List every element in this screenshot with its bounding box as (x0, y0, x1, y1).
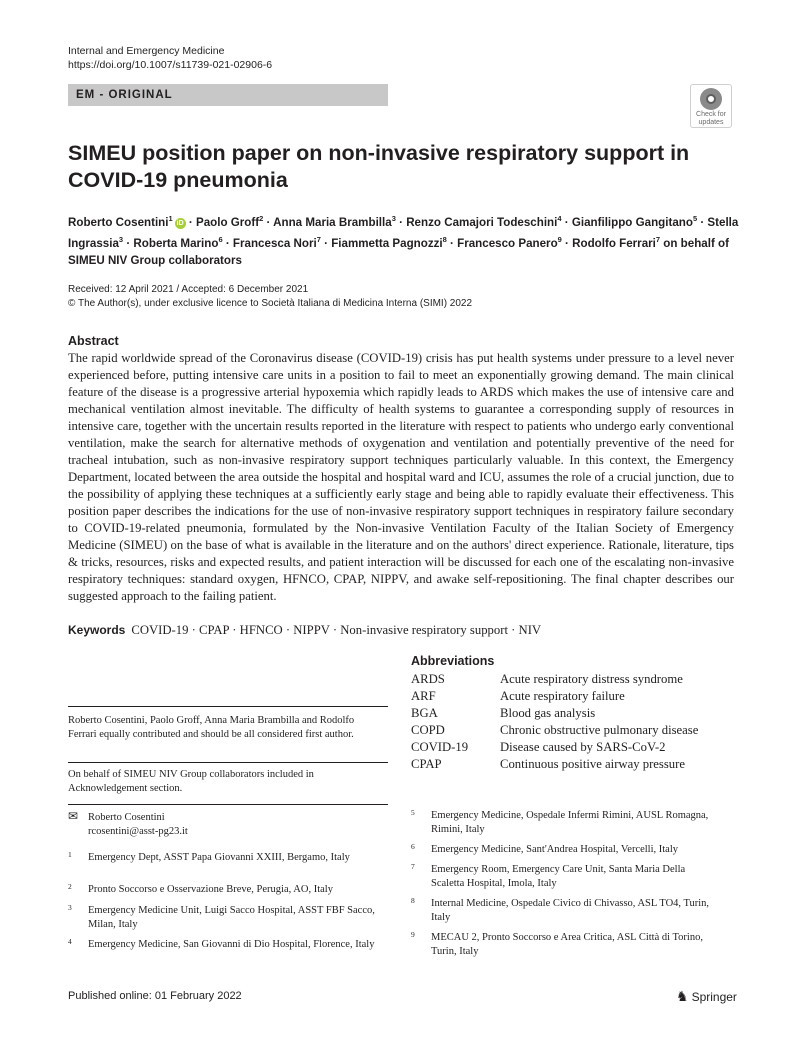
author-name: Stella Ingrassia (68, 215, 739, 250)
author-name: Anna Maria Brambilla (273, 215, 392, 229)
footnote-divider (68, 706, 388, 707)
doi-link[interactable]: https://doi.org/10.1007/s11739-021-02906-6 (68, 59, 273, 71)
abbreviation-definition: Disease caused by SARS-CoV-2 (500, 740, 666, 754)
collaborators-note: On behalf of SIMEU NIV Group collaborators included in Acknowledgement section. (68, 769, 314, 794)
author-separator: · (395, 215, 407, 229)
abbreviation-definition: Continuous positive airway pressure (500, 757, 685, 771)
abbreviation-term: CPAP (411, 757, 442, 771)
received-accepted-dates: Received: 12 April 2021 / Accepted: 6 December 2021 (68, 284, 309, 295)
copyright-notice: © The Author(s), under exclusive licence to Società Italiana di Medicina Interna (SIMI) 2022 (68, 298, 473, 309)
keywords-label: Keywords (68, 623, 126, 637)
author-affiliation-marker: 4 (557, 214, 562, 223)
author-separator: · (123, 236, 134, 250)
author-name: Paolo Groff (195, 215, 260, 229)
author-separator: on behalf of SIMEU NIV Group collaborators (68, 236, 729, 267)
abbreviation-term: ARF (411, 689, 436, 703)
correspondence-email[interactable]: rcosentini@asst-pg23.it (88, 825, 188, 837)
article-title: SIMEU position paper on non-invasive respiratory support in COVID-19 pneumonia (68, 141, 690, 192)
author-name: Gianfilippo Gangitano (571, 215, 693, 229)
abbreviation-row (411, 722, 698, 739)
author-separator: · (185, 215, 196, 229)
author-affiliation-marker: 2 (259, 214, 264, 223)
abbreviation-definition: Blood gas analysis (500, 706, 596, 720)
abbreviations-heading: Abbreviations (411, 654, 495, 668)
abstract-body: The rapid worldwide spread of the Coronavirus disease (COVID-19) crisis has put health systems under pressure to a level never experienced before, putting intensive care units in a position to fail to meet an exponentially growing demand. The main clinical feature of the disease is a progressive arterial hypoxemia which rapidly leads to ARDS which makes the use of intensive care and mechanical ventilation almost inevitable. The difficulty of health systems to guarantee a corresponding supply of resources in intensive care, together with the uncertain results reported in the literature with respect to patients who undergo early conventional ventilation, make the search for alternative methods of oxygenation and ventilation and potentially preventive of the need for tracheal intubation, such as non-invasive respiratory support techniques particularly valuable. In this context, the Emergency Department, located between the area outside the hospital and hospital ward and ICU, assumes the role of a crucial junction, due to the possibility of applying these techniques at a sufficiently early stage and being able to rapidly evaluate their effectiveness. This position paper describes the indications for the use of non-invasive respiratory support techniques in respiratory failure secondary to COVID-19-related pneumonia, formulated by the Non-invasive Ventilation Faculty of the Italian Society of Emergency Medicine (SIMEU) on the base of what is available in the literature and on the authors' direct experience. Rationale, literature, tips & tricks, resources, risks and expected results, and patient interaction will be discussed for each one of the escalating non-invasive respiratory techniques: standard oxygen, HFNCO, CPAP, NIPPV, and awake self-repositioning. The final chapter describes our suggested approach to the failing patient. (68, 351, 734, 603)
abbreviation-row (411, 705, 698, 722)
abbreviations-table (411, 671, 698, 773)
publisher-logo (676, 988, 737, 1005)
author-name: Roberta Marino (133, 236, 219, 250)
affiliation-text: Emergency Medicine, San Giovanni di Dio Hospital, Florence, Italy (88, 939, 375, 950)
abbreviation-row (411, 671, 698, 688)
author-separator: · (320, 236, 332, 250)
author-name: Roberto Cosentini (68, 215, 169, 229)
check-for-updates-line1: Check for (696, 111, 726, 118)
check-for-updates-badge[interactable] (690, 84, 732, 128)
abbreviation-row (411, 756, 698, 773)
author-name: Francesco Panero (457, 236, 558, 250)
author-affiliation-marker: 9 (557, 234, 562, 244)
affiliation-number: 6 (411, 842, 415, 851)
article-type-bar: EM - ORIGINAL (68, 84, 388, 106)
envelope-icon: ✉ (68, 809, 79, 823)
author-separator: · (222, 236, 233, 250)
abbreviation-term: BGA (411, 706, 438, 720)
author-name: Fiammetta Pagnozzi (331, 236, 443, 250)
author-affiliation-marker: 8 (442, 234, 447, 244)
abbreviation-row (411, 688, 698, 705)
author-affiliation-marker: 7 (655, 234, 661, 244)
affiliation-text: Emergency Medicine, Ospedale Infermi Rimini, AUSL Romagna, Rimini, Italy (431, 810, 709, 835)
abbreviation-definition: Acute respiratory distress syndrome (500, 672, 683, 686)
author-name: Renzo Camajori Todeschini (406, 215, 558, 229)
footnote-divider (68, 762, 388, 763)
abbreviation-definition: Chronic obstructive pulmonary disease (500, 723, 699, 737)
author-name: Francesca Nori (232, 236, 317, 250)
author-separator: · (263, 215, 274, 229)
author-name: Rodolfo Ferrari (572, 236, 656, 250)
check-for-updates-line2: updates (698, 118, 724, 126)
equal-contribution-note: Roberto Cosentini, Paolo Groff, Anna Maria Brambilla and Rodolfo Ferrari equally contributed and should be all considered first author. (68, 715, 355, 740)
abstract-heading: Abstract (68, 334, 119, 348)
author-affiliation-marker: 7 (316, 234, 321, 244)
journal-name: Internal and Emergency Medicine (68, 45, 225, 57)
abbreviation-term: COPD (411, 723, 445, 737)
affiliation-number: 7 (411, 862, 415, 871)
affiliation-number: 1 (68, 850, 72, 859)
author-affiliation-marker: 3 (391, 214, 396, 223)
footnote-divider (68, 804, 388, 805)
affiliation-text: Pronto Soccorso e Osservazione Breve, Perugia, AO, Italy (88, 884, 333, 895)
affiliation-text: Emergency Room, Emergency Care Unit, Santa Maria Della Scaletta Hospital, Imola, Italy (431, 864, 686, 889)
orcid-icon[interactable]: iD (176, 219, 184, 227)
author-affiliation-marker: 3 (118, 234, 124, 244)
affiliation-text: MECAU 2, Pronto Soccorso e Area Critica, ASL Città di Torino, Turin, Italy (431, 932, 703, 957)
publisher-name: Springer (691, 990, 737, 1004)
author-separator: · (697, 215, 708, 229)
abbreviation-term: COVID-19 (411, 740, 469, 754)
author-separator: · (561, 215, 572, 229)
abbreviation-definition: Acute respiratory failure (500, 689, 625, 703)
check-for-updates-icon (700, 88, 722, 110)
affiliation-number: 3 (68, 903, 72, 912)
author-separator: · (561, 236, 573, 250)
affiliation-number: 4 (68, 937, 72, 946)
author-separator: · (446, 236, 458, 250)
keywords-text: COVID-19 · CPAP · HFNCO · NIPPV · Non-invasive respiratory support · NIV (131, 623, 542, 637)
affiliation-text: Emergency Medicine Unit, Luigi Sacco Hospital, ASST FBF Sacco, Milan, Italy (88, 905, 375, 930)
affiliation-text: Emergency Medicine, Sant'Andrea Hospital, Vercelli, Italy (431, 844, 679, 855)
abbreviation-term: ARDS (411, 672, 445, 686)
abbreviation-row (411, 739, 698, 756)
affiliation-number: 2 (68, 882, 72, 891)
correspondence-name: Roberto Cosentini (88, 812, 165, 823)
affiliation-text: Emergency Dept, ASST Papa Giovanni XXIII, Bergamo, Italy (88, 852, 350, 863)
published-online-date: Published online: 01 February 2022 (68, 990, 242, 1002)
author-affiliation-marker: 6 (218, 234, 223, 244)
author-affiliation-marker: 1 (168, 214, 173, 223)
affiliation-number: 8 (411, 896, 415, 905)
keywords-line (68, 622, 541, 639)
affiliation-number: 5 (411, 808, 415, 817)
author-list (68, 210, 748, 269)
affiliation-text: Internal Medicine, Ospedale Civico di Chivasso, ASL TO4, Turin, Italy (431, 898, 710, 923)
springer-horse-icon: ♞ (676, 988, 689, 1004)
affiliation-number: 9 (411, 930, 415, 939)
author-affiliation-marker: 5 (692, 214, 698, 223)
